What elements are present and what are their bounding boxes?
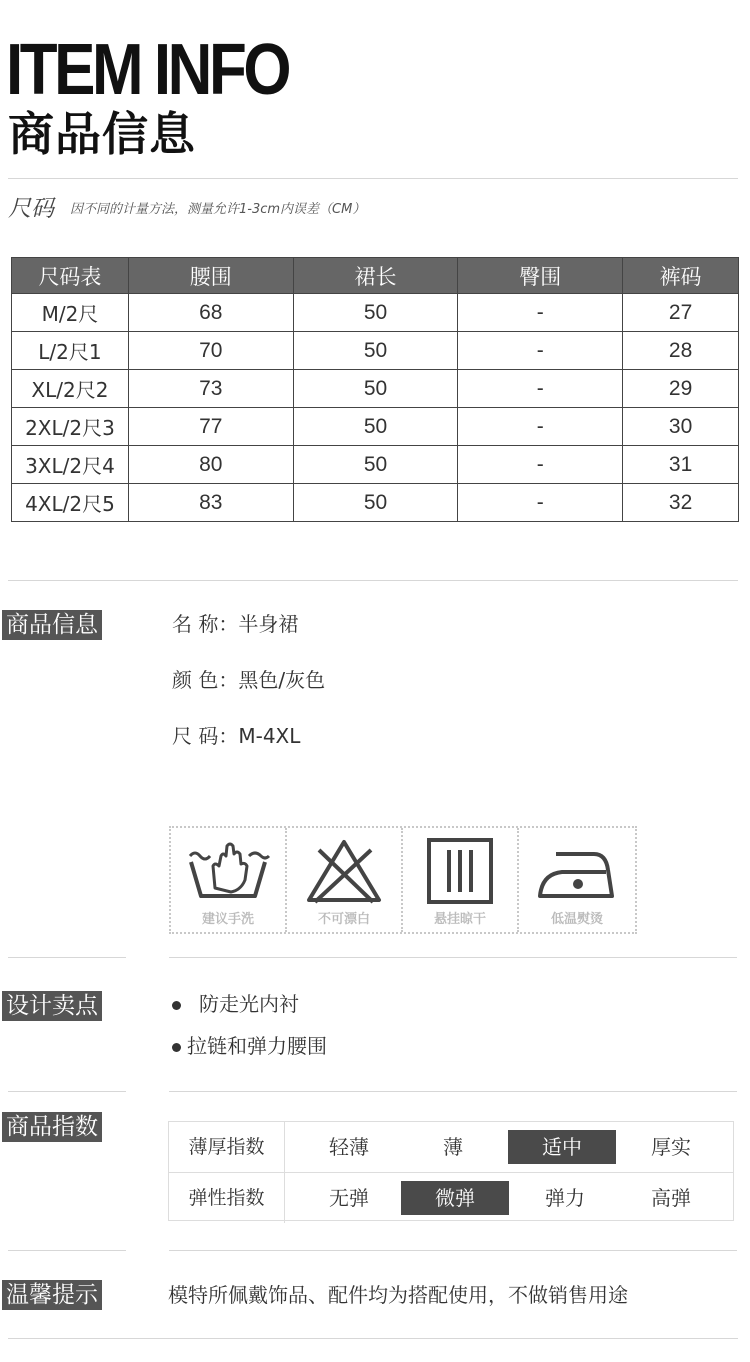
divider: [169, 1250, 737, 1251]
size-table-cell: 50: [293, 332, 458, 370]
tips-text: 模特所佩戴饰品、配件均为搭配使用，不做销售用途: [168, 1283, 628, 1307]
care-item-no-bleach: [287, 828, 403, 932]
size-table-cell: -: [458, 408, 623, 446]
title-english: ITEM INFO: [6, 30, 289, 110]
size-table: [11, 257, 739, 522]
size-table-header: 尺码表: [12, 258, 129, 294]
low-iron-icon: [534, 836, 620, 906]
size-table-cell: XL/2尺2: [12, 370, 129, 408]
size-table-cell: 4XL/2尺5: [12, 484, 129, 522]
title-chinese: 商品信息: [8, 107, 196, 161]
index-option: 弹力: [545, 1186, 585, 1210]
product-info-tag: 商品信息: [2, 610, 102, 640]
size-table-header: 腰围: [128, 258, 293, 294]
size-table-cell: 68: [128, 294, 293, 332]
size-table-row: [12, 294, 739, 332]
size-table-cell: 50: [293, 370, 458, 408]
divider: [169, 957, 737, 958]
care-label: 建议手洗: [201, 912, 254, 927]
index-option: 无弹: [329, 1186, 369, 1210]
index-option: 轻薄: [329, 1135, 369, 1159]
size-table-cell: -: [458, 446, 623, 484]
index-label: 弹性指数: [169, 1173, 285, 1223]
size-table-row: [12, 484, 739, 522]
index-row-thickness: [169, 1122, 733, 1172]
size-table-cell: 50: [293, 294, 458, 332]
product-index-table: [168, 1121, 734, 1221]
size-table-cell: 3XL/2尺4: [12, 446, 129, 484]
size-table-cell: -: [458, 294, 623, 332]
hand-wash-icon: [185, 836, 271, 906]
divider: [8, 957, 126, 958]
size-table-cell: 50: [293, 446, 458, 484]
care-item-low-iron: [519, 828, 635, 932]
size-table-cell: -: [458, 484, 623, 522]
design-point: [172, 1032, 327, 1060]
divider: [8, 1091, 126, 1092]
care-item-hand-wash: [171, 828, 287, 932]
size-table-cell: 73: [128, 370, 293, 408]
divider: [8, 1338, 738, 1339]
size-table-cell: 50: [293, 408, 458, 446]
size-table-row: [12, 370, 739, 408]
size-table-cell: 29: [623, 370, 739, 408]
tips-tag: 温馨提示: [2, 1280, 102, 1310]
hang-dry-icon: [417, 836, 503, 906]
size-table-cell: -: [458, 332, 623, 370]
design-point-text: 拉链和弹力腰围: [187, 1034, 327, 1058]
divider: [8, 580, 738, 581]
size-table-cell: 70: [128, 332, 293, 370]
size-table-cell: L/2尺1: [12, 332, 129, 370]
size-table-cell: M/2尺: [12, 294, 129, 332]
size-table-cell: 80: [128, 446, 293, 484]
size-table-cell: 83: [128, 484, 293, 522]
size-table-cell: 77: [128, 408, 293, 446]
product-color: 颜 色：黑色/灰色: [172, 668, 326, 692]
divider: [8, 1250, 126, 1251]
design-point: [172, 990, 299, 1018]
divider: [8, 178, 738, 179]
index-option-selected: 微弹: [401, 1181, 509, 1215]
index-label: 薄厚指数: [169, 1122, 285, 1172]
size-table-header-row: [12, 258, 739, 294]
size-table-header: 裙长: [293, 258, 458, 294]
size-section-note: 因不同的计量方法，测量允许1-3cm内误差（CM）: [70, 202, 366, 217]
size-table-cell: 32: [623, 484, 739, 522]
size-table-cell: 27: [623, 294, 739, 332]
design-point-text: 防走光内衬: [199, 992, 299, 1016]
care-label: 低温熨烫: [550, 912, 603, 927]
no-bleach-icon: [301, 836, 387, 906]
care-item-hang-dry: [403, 828, 519, 932]
size-table-cell: 31: [623, 446, 739, 484]
size-table-header: 裤码: [623, 258, 739, 294]
size-table-cell: 30: [623, 408, 739, 446]
size-table-row: [12, 446, 739, 484]
size-table-row: [12, 332, 739, 370]
size-table-cell: 28: [623, 332, 739, 370]
size-table-cell: -: [458, 370, 623, 408]
care-instructions: [169, 826, 637, 934]
bullet-dot: [172, 1043, 181, 1052]
index-option-selected: 适中: [508, 1130, 616, 1164]
product-size: 尺 码：M-4XL: [172, 724, 301, 748]
index-row-elasticity: [169, 1172, 733, 1222]
index-option: 厚实: [651, 1135, 691, 1159]
product-name: 名 称：半身裙: [172, 612, 299, 636]
size-table-cell: 2XL/2尺3: [12, 408, 129, 446]
care-label: 不可漂白: [317, 912, 370, 927]
size-table-header: 臀围: [458, 258, 623, 294]
care-label: 悬挂晾干: [433, 912, 486, 927]
design-tag: 设计卖点: [2, 991, 102, 1021]
size-table-row: [12, 408, 739, 446]
index-option: 高弹: [651, 1186, 691, 1210]
index-option: 薄: [443, 1135, 463, 1159]
size-table-cell: 50: [293, 484, 458, 522]
size-section-title: 尺码: [8, 196, 54, 222]
divider: [169, 1091, 737, 1092]
bullet-dot: [172, 1001, 181, 1010]
index-tag: 商品指数: [2, 1112, 102, 1142]
